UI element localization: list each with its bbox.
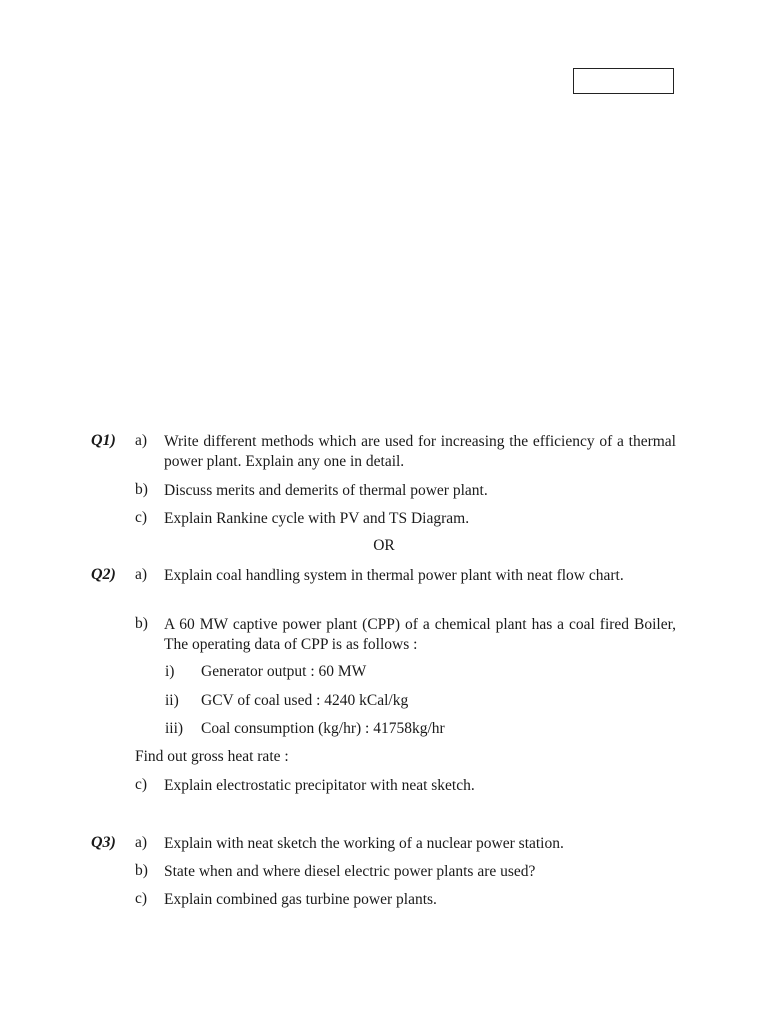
seat-number-box — [573, 68, 674, 94]
q1-a-label: a) — [135, 432, 148, 449]
or-separator: OR — [373, 537, 395, 554]
q2-a-text: Explain coal handling system in thermal power plant with neat flow chart. — [164, 567, 624, 584]
q2-b-item-2-text: GCV of coal used : 4240 kCal/kg — [201, 692, 409, 709]
q2-c-text: Explain electrostatic precipitator with neat sketch. — [164, 777, 475, 794]
q2-b-item-1-text: Generator output : 60 MW — [201, 663, 367, 680]
q2-b-item-3-text: Coal consumption (kg/hr) : 41758kg/hr — [201, 720, 445, 737]
q2-a-label: a) — [135, 566, 148, 583]
q3-c-text: Explain combined gas turbine power plants. — [164, 891, 437, 908]
q2-b-item-1-label: i) — [165, 663, 175, 680]
q3-b-label: b) — [135, 862, 148, 879]
q2-b-text: A 60 MW captive power plant (CPP) of a chemical plant has a coal fired Boiler, The operating data of CPP is as follows : — [164, 616, 676, 653]
q1-b-text: Discuss merits and demerits of thermal power plant. — [164, 482, 488, 499]
q3-c-label: c) — [135, 890, 148, 907]
q1-c-label: c) — [135, 509, 148, 526]
q1-c-text: Explain Rankine cycle with PV and TS Diagram. — [164, 510, 470, 527]
q2-b-item-2-label: ii) — [165, 692, 179, 709]
q1-a-text: Write different methods which are used for increasing the efficiency of a thermal power plant. Explain any one in detail. — [164, 433, 676, 470]
q3-b-text: State when and where diesel electric power plants are used? — [164, 863, 536, 880]
q3-a-label: a) — [135, 834, 148, 851]
q3-a-text: Explain with neat sketch the working of a nuclear power station. — [164, 835, 564, 852]
q2-b-footer: Find out gross heat rate : — [135, 748, 289, 765]
q2-c-label: c) — [135, 776, 148, 793]
question-2-number: Q2) — [91, 566, 116, 583]
q1-b-label: b) — [135, 481, 148, 498]
question-1-number: Q1) — [91, 432, 116, 449]
q2-b-label: b) — [135, 615, 148, 632]
q2-b-item-3-label: iii) — [165, 720, 184, 737]
question-3-number: Q3) — [91, 834, 116, 851]
